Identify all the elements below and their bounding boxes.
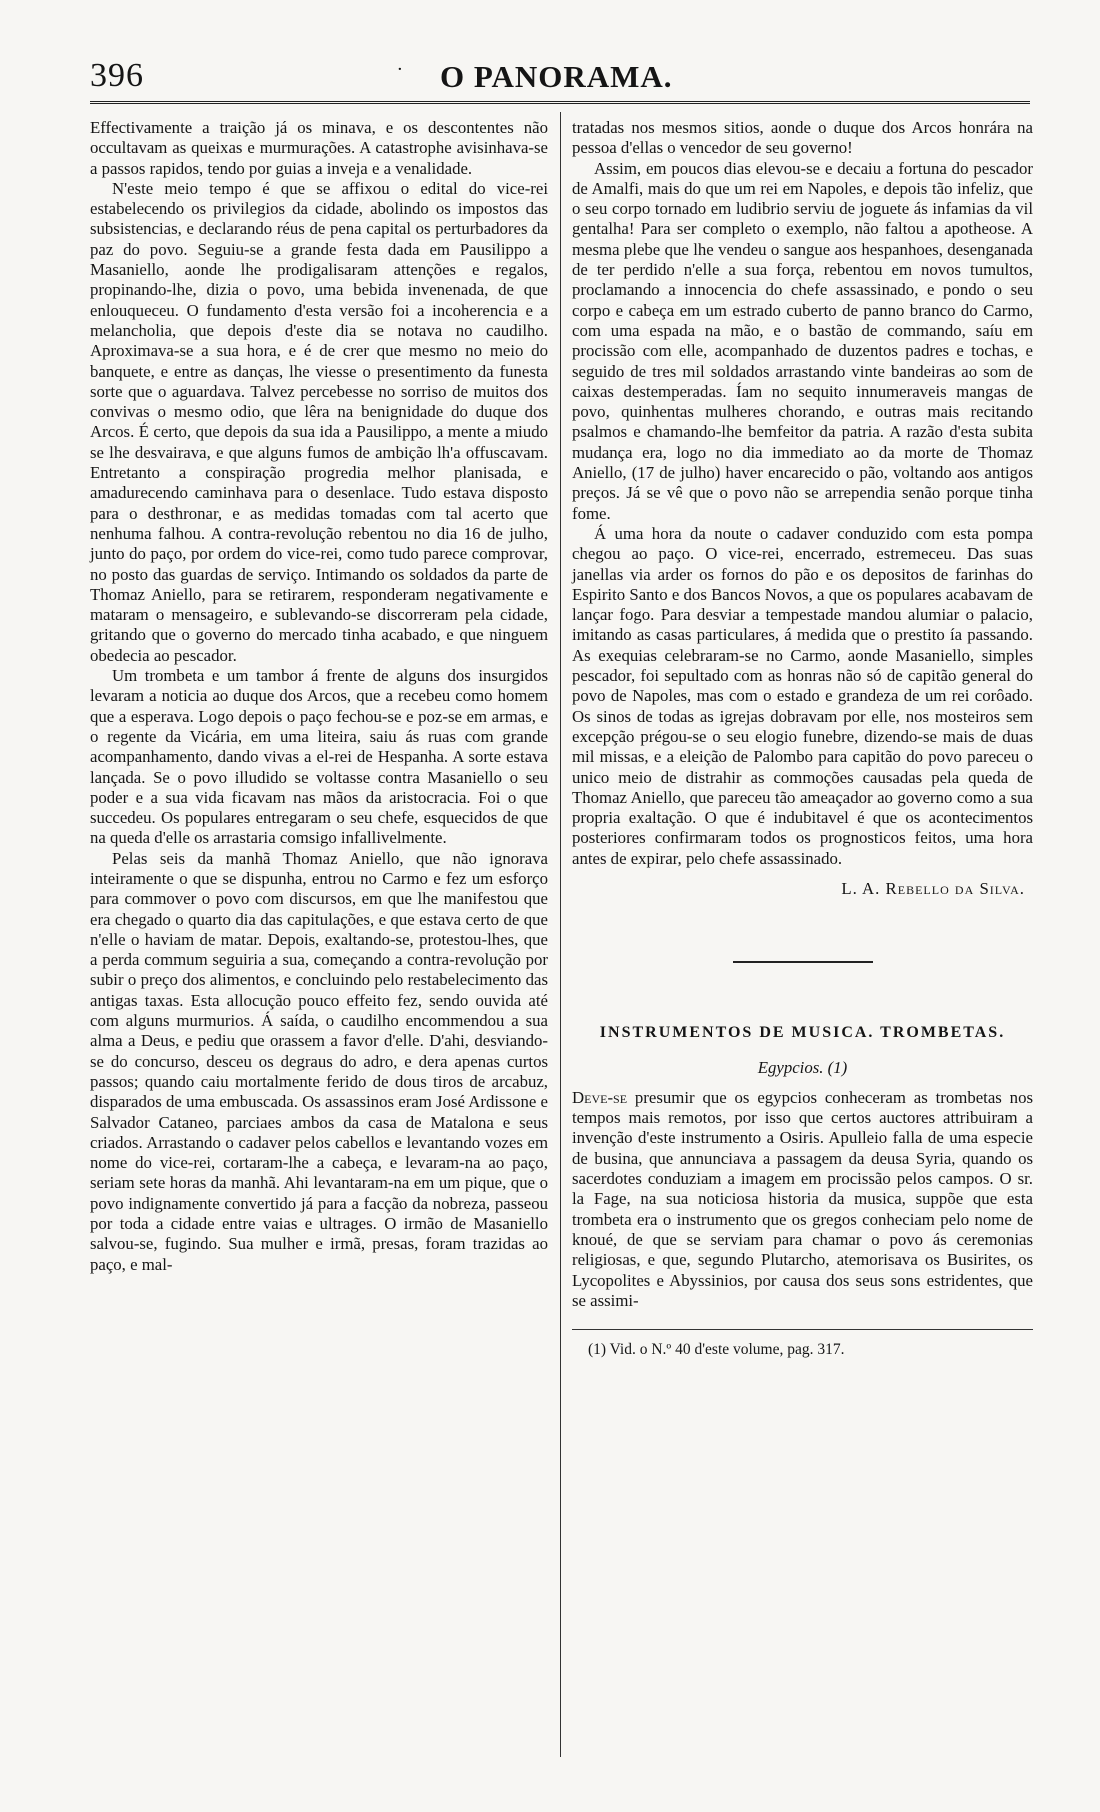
header-dot: · bbox=[397, 59, 403, 80]
page-number: 396 bbox=[90, 57, 144, 94]
page-header bbox=[90, 55, 1030, 104]
article-paragraph: Effectivamente a traição já os minava, e os descontentes não occultavam as queixas e murmurações. A catastrophe avisinhava-se a passos rapidos, tendo por guias a inveja e a venalidade. bbox=[90, 118, 548, 178]
article-paragraph: Um trombeta e um tambor á frente de alguns dos insurgidos levaram a noticia ao duque dos Arcos, que a recebeu como homem que a esperava. Logo depois o paço fechou-se e poz-se em armas, e o regente da Vicária, em uma liteira, saiu ás ruas com grande acompanhamento, dando vivas a el-rei de Hespanha. A sorte estava lançada. Se o povo illudido se voltasse contra Masaniello o seu poder e a sua vida ficavam nas mãos da aristocracia. Foi o que succedeu. Os populares entregaram o seu chefe, esquecidos de que na queda d'elle os arrastaria comsigo infallivelmente. bbox=[90, 666, 548, 848]
journal-title: O PANORAMA. bbox=[440, 59, 673, 94]
section-separator bbox=[733, 961, 873, 963]
article-paragraph: Á uma hora da noute o cadaver conduzido com esta pompa chegou ao paço. O vice-rei, encerrado, estremeceu. Das suas janellas via arder os fornos do pão e os depositos de farinhas do Espirito Santo e dos Bancos Novos, a que os populares acabavam de lançar fogo. Para desviar a tempestade mandou alumiar o palacio, imitando as casas particulares, á medida que o prestito ía passando. As exequias celebraram-se no Carmo, aonde Masaniello, simples pescador, foi sepultado com as honras não só de capitão general do povo de Napoles, mas com o estado e grandeza de um rei corôado. Os sinos de todas as igrejas dobravam por elle, nos mosteiros sem excepção prégou-se o seu elogio funebre, dizendo-se mais de duas mil missas, e a eleição de Palombo para capitão do povo pareceu o unico meio de distrahir as commoções causadas pela queda de Thomaz Aniello, que pareceu tão ameaçador ao governo como a sua propria exaltação. O que é indubitavel é que os acontecimentos posteriores confirmaram todos os prognosticos feitos, uma hora antes de expirar, pelo chefe assassinado. bbox=[572, 523, 1033, 868]
column-divider bbox=[560, 112, 561, 1757]
footnote-rule bbox=[572, 1329, 1033, 1330]
footnote: (1) Vid. o N.º 40 d'este volume, pag. 317. bbox=[588, 1341, 845, 1359]
section-title: INSTRUMENTOS DE MUSICA. TROMBETAS. bbox=[599, 1024, 1006, 1042]
article-paragraph: tratadas nos mesmos sitios, aonde o duque dos Arcos honrára na pessoa d'ellas o vencedor de seu governo! bbox=[572, 118, 1033, 158]
section-text: presumir que os egypcios conheceram as trombetas nos tempos mais remotos, por isso que certos auctores attribuiram a invenção d'este instrumento a Osiris. Apulleio falla de uma especie de busina, que annunciava a passagem da deusa Syria, quando os sacerdotes conduziam a imagem em procissão pelos campos. O sr. la Fage, na sua noticiosa historia da musica, suppõe que esta trombeta era o instrumento que os gregos conheciam pelo nome de knoué, de que se serviam para chamar o povo ás ceremonias religiosas, e que, segundo Plutarcho, atemorisava os Busirites, os Lycopolites e Abyssinios, por causa dos seus sons estridentes, que se assimi- bbox=[572, 1087, 1033, 1310]
section-lead-word: Deve-se bbox=[572, 1087, 628, 1107]
section-subtitle: Egypcios. (1) bbox=[757, 1057, 848, 1077]
right-column bbox=[572, 118, 1033, 1360]
section-paragraph bbox=[572, 1088, 1033, 1311]
left-column bbox=[90, 118, 548, 1275]
article-paragraph: N'este meio tempo é que se affixou o edital do vice-rei estabelecendo os privilegios da cidade, abolindo os impostos das subsistencias, e declarando réus de pena capital os perturbadores da paz do povo. Seguiu-se a grande festa dada em Pausilippo a Masaniello, aonde lhe prodigalisaram attenções e regalos, propinando-lhe, dizia o povo, uma bebida invenenada, de que enlouqueceu. O fundamento d'esta versão foi a incoherencia e a melancholia, que depois d'este dia se notava no caudilho. Aproximava-se a sua hora, e é de crer que mesmo no meio do banquete, e entre as danças, lhe viesse o presentimento da funesta sorte que o aguardava. Talvez percebesse no sorriso de muitos dos convivas o mesmo odio, que lêra na benignidade do duque dos Arcos. É certo, que depois da sua ida a Pausilippo, a mente a miudo se lhe desvairava, e que alguns fumos de ambição lh'a offuscavam. Entretanto a conspiração progredia melhor planisada, e amadurecendo caminhava para o desenlace. Tudo estava disposto para o desthronar, e as medidas tomadas com tal acerto que nenhuma falhou. A contra-revolução rebentou no dia 16 de julho, junto do paço, por ordem do vice-rei, como tudo parece comprovar, no posto das guardas de serviço. Intimando os soldados da parte de Thomaz Aniello, para se retirarem, responderam negativamente e mataram o mensageiro, e sublevando-se discorreram pela cidade, gritando que o governo do mercado tinha acabado, e que ninguem obedecia ao pescador. bbox=[90, 178, 548, 665]
article-paragraph: Pelas seis da manhã Thomaz Aniello, que não ignorava inteiramente o que se dispunha, entrou no Carmo e fez um esforço para commover o povo com discursos, em que lhe manifestou que era chegado o quarto dia das capitulações, e que estava certo de que n'elle o haviam de matar. Depois, exaltando-se, protestou-lhes, que a perda commum seguiria a sua, começando a contra-revolução por subir o preço dos alimentos, e concluindo pelo restabelecimento das antigas taxas. Esta allocução pouco effeito fez, sendo ouvida até com alguns murmurios. Á saída, o caudilho encommendou a sua alma a Deus, e pediu que orassem a favor d'elle. D'ahi, desviando-se do concurso, desceu os degraus do adro, e dera apenas curtos passos; quando caiu mortalmente ferido de dous tiros de arcabuz, disparados de uma embuscada. Os assassinos eram José Ardissone e Salvador Cataneo, parciaes ambos da casa de Matalona e seus criados. Arrastando o cadaver pelos cabellos e levantando vozes em nome do vice-rei, cortaram-lhe a cabeça, e levaram-na ao paço, seriam sete horas da manhã. Ahi levantaram-na em um pique, que o povo indignamente convertido já para a facção da nobreza, passeou por toda a cidade entre vaias e ultrages. O irmão de Masaniello salvou-se, fugindo. Sua mulher e irmã, presas, foram trazidas ao paço, e mal- bbox=[90, 848, 548, 1274]
article-paragraph: Assim, em poucos dias elevou-se e decaiu a fortuna do pescador de Amalfi, mais do que um rei em Napoles, e depois tão infeliz, que o seu corpo tornado em ludibrio serviu de joguete ás infamias da vil gentalha! Para ser completo o exemplo, não faltou a apotheose. A mesma plebe que lhe vendeu o sangue aos hespanhoes, desenganada de ter perdido n'elle a sua força, rebentou em novos tumultos, proclamando a innocencia do chefe assassinado, e pondo o seu corpo e cabeça em um estrado cuberto de panno branco do Carmo, com uma espada na mão, e o bastão de commando, saíu em procissão com elle, acompanhado de duzentos padres e tochas, e seguido de tres mil soldados arrastando vinte bandeiras ao som de caixas destemperadas. Íam no sequito innumeraveis mangas de povo, quinhentas mulheres chorando, e outras mais recitando psalmos e chamando-lhe bemfeitor da patria. A razão d'esta subita mudança era, logo no dia immediato ao da morte de Thomaz Aniello, (17 de julho) haver encarecido o pão, voltando aos antigos preços. Já se vê que o povo não se arrependia senão porque tinha fome. bbox=[572, 158, 1033, 523]
author-signature: L. A. Rebello da Silva. bbox=[841, 878, 1025, 898]
